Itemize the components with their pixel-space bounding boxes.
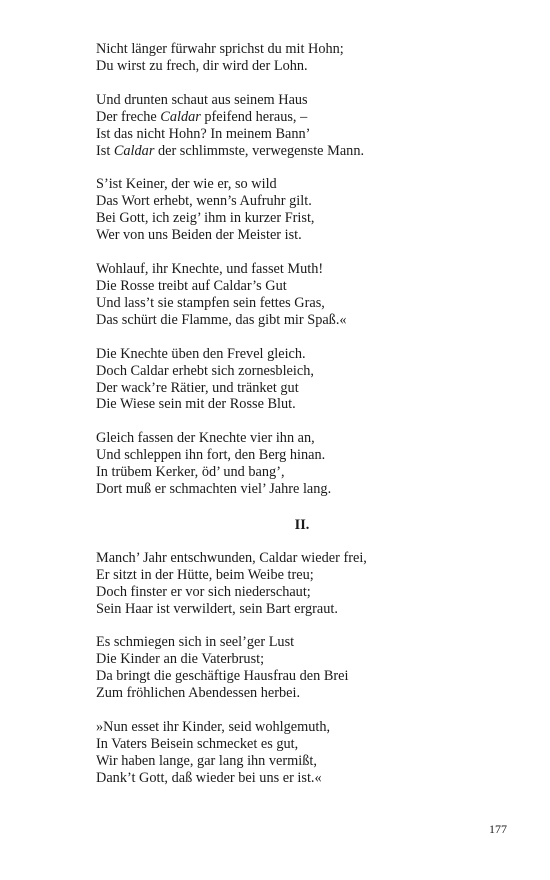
verse-line [96, 567, 516, 584]
verse-text: Sein Haar ist verwildert, sein Bart ergraut. [96, 600, 338, 617]
verse-line [96, 380, 516, 397]
verse-text: Und drunten schaut aus seinem Haus [96, 91, 308, 108]
verse-text: In Vaters Beisein schmecket es gut, [96, 736, 299, 752]
verse-text: Er sitzt in der Hütte, beim Weibe treu; [96, 566, 314, 583]
italic-name: Caldar [160, 108, 201, 125]
verse-text: Wer von uns Beiden der Meister ist. [96, 227, 302, 244]
verse-text: Doch Caldar erhebt sich zornesbleich, [96, 362, 314, 379]
verse-text: Wir haben lange, gar lang ihn vermißt, [96, 752, 317, 769]
verse-text: Dort muß er schmachten viel’ Jahre lang. [96, 481, 332, 498]
verse-text: Die Knechte üben den Frevel gleich. [96, 345, 306, 362]
stanza [96, 430, 516, 498]
verse-text: Zum fröhlichen Abendessen herbei. [96, 685, 301, 702]
verse-text: Das Wort erhebt, wenn’s Aufruhr gilt. [96, 193, 312, 210]
verse-line [96, 176, 516, 193]
verse-text: Wohlauf, ihr Knechte, und fasset Muth! [96, 261, 324, 278]
verse-line [96, 346, 516, 363]
verse-line [96, 143, 516, 160]
verse-text: In trübem Kerker, öd’ und bang’, [96, 464, 285, 481]
italic-name: Caldar [113, 142, 155, 159]
verse-line [96, 685, 516, 702]
stanza [96, 719, 516, 787]
verse-text: Der wack’re Rätier, und tränket gut [96, 379, 299, 396]
verse-line [96, 193, 516, 210]
verse-line [96, 651, 516, 668]
verse-line [96, 126, 516, 143]
verse-line [96, 312, 516, 329]
verse-text: Und lass’t sie stampfen sein fettes Gras, [96, 294, 325, 311]
verse-line [96, 770, 516, 787]
verse-text: Die Wiese sein mit der Rosse Blut. [96, 396, 296, 413]
verse-text: Die Kinder an die Vaterbrust; [96, 651, 265, 668]
stanza [96, 41, 516, 75]
verse-text: Bei Gott, ich zeig’ ihm in kurzer Frist, [96, 210, 315, 227]
verse-line [96, 668, 516, 685]
verse-line [96, 109, 516, 126]
poem-section-2 [96, 550, 516, 787]
verse-line [96, 210, 516, 227]
verse-line [96, 295, 516, 312]
verse-line [96, 363, 516, 380]
stanza [96, 176, 516, 244]
verse-line [96, 464, 516, 481]
verse-text: Gleich fassen der Knechte vier ihn an, [96, 430, 315, 447]
verse-text: S’ist Keiner, der wie er, so wild [96, 176, 277, 193]
verse-text: »Nun esset ihr Kinder, seid wohlgemuth, [96, 719, 331, 736]
verse-text: Die Rosse treibt auf Caldar’s Gut [96, 277, 287, 294]
verse-text: Und schleppen ihn fort, den Berg hinan. [96, 447, 326, 464]
verse-text: Ist das nicht Hohn? In meinem Bann’ [96, 125, 311, 142]
verse-line [96, 278, 516, 295]
verse-line [96, 753, 516, 770]
verse-line [96, 447, 516, 464]
verse-line [96, 601, 516, 618]
verse-text: Du wirst zu frech, dir wird der Lohn. [96, 57, 308, 74]
verse-line [96, 41, 516, 58]
verse-line [96, 736, 516, 753]
verse-text: Das schürt die Flamme, das gibt mir Spaß.« [96, 311, 347, 328]
section-heading: II. [294, 516, 310, 533]
verse-text: Nicht länger fürwahr sprichst du mit Hohn; [96, 41, 344, 57]
verse-text: pfeifend heraus, – [200, 108, 308, 125]
verse-text: Ist [96, 142, 114, 159]
stanza [96, 261, 516, 329]
verse-line [96, 227, 516, 244]
verse-text: Der freche [96, 108, 161, 125]
verse-text: Dank’t Gott, daß wieder bei uns er ist.« [96, 769, 322, 786]
verse-text: der schlimmste, verwegenste Mann. [154, 142, 365, 159]
verse-line [96, 634, 516, 651]
verse-line [96, 92, 516, 109]
stanza [96, 550, 516, 618]
stanza [96, 346, 516, 414]
verse-line [96, 261, 516, 278]
poem-page [96, 41, 516, 804]
verse-text: Manch’ Jahr entschwunden, Caldar wieder frei, [96, 549, 367, 566]
verse-text: Da bringt die geschäftige Hausfrau den Brei [96, 668, 349, 685]
poem-section-1 [96, 41, 516, 498]
page-number: 177 [489, 822, 507, 836]
verse-text: Es schmiegen sich in seel’ger Lust [96, 634, 295, 651]
verse-line [96, 584, 516, 601]
stanza [96, 634, 516, 702]
stanza [96, 92, 516, 160]
verse-line [96, 481, 516, 498]
verse-line [96, 430, 516, 447]
verse-line [96, 719, 516, 736]
verse-line [96, 550, 516, 567]
verse-text: Doch finster er vor sich niederschaut; [96, 583, 311, 600]
verse-line [96, 396, 516, 413]
verse-line [96, 58, 516, 75]
